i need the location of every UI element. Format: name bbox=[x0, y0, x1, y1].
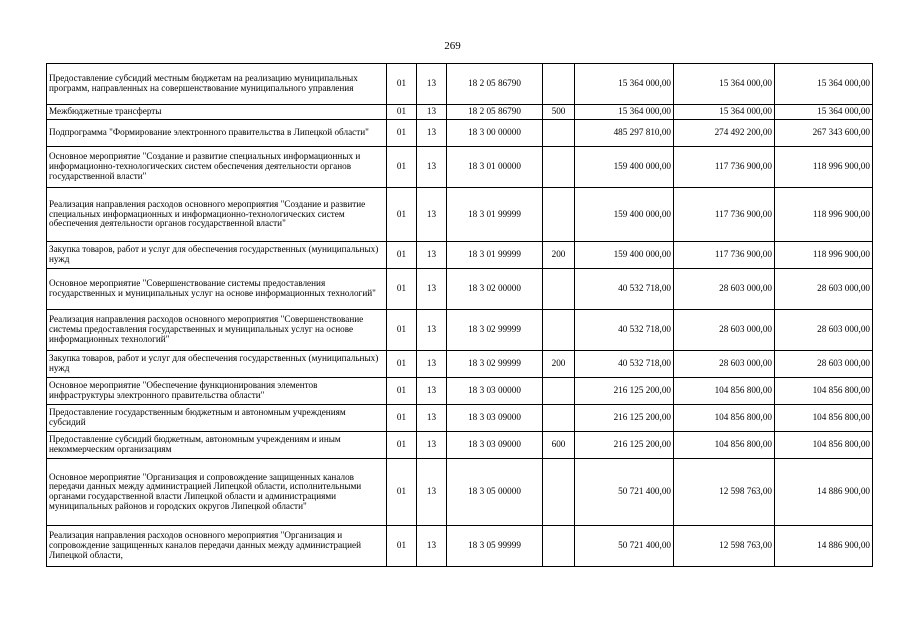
row-sum-1: 216 125 200,00 bbox=[575, 432, 674, 459]
row-name: Закупка товаров, работ и услуг для обеспечения государственных (муниципальных) нужд bbox=[47, 351, 387, 378]
row-sum-2: 117 736 900,00 bbox=[674, 147, 775, 188]
row-sum-3: 104 856 800,00 bbox=[775, 405, 873, 432]
budget-table bbox=[46, 63, 873, 567]
row-sum-3: 118 996 900,00 bbox=[775, 188, 873, 242]
row-vr: 500 bbox=[543, 105, 575, 120]
table-row bbox=[47, 459, 873, 526]
table-row bbox=[47, 378, 873, 405]
row-name: Основное мероприятие "Совершенствование системы предоставления государственных и муниципальных услуг на основе информационных технологий" bbox=[47, 269, 387, 310]
row-sum-2: 104 856 800,00 bbox=[674, 432, 775, 459]
row-sum-1: 50 721 400,00 bbox=[575, 526, 674, 567]
row-pr: 13 bbox=[417, 526, 447, 567]
row-gr: 01 bbox=[387, 188, 417, 242]
row-sum-2: 104 856 800,00 bbox=[674, 405, 775, 432]
row-cs: 18 3 01 99999 bbox=[447, 242, 543, 269]
row-sum-1: 40 532 718,00 bbox=[575, 351, 674, 378]
row-vr bbox=[543, 378, 575, 405]
row-pr: 13 bbox=[417, 432, 447, 459]
table-row bbox=[47, 242, 873, 269]
row-gr: 01 bbox=[387, 459, 417, 526]
row-vr bbox=[543, 459, 575, 526]
row-sum-2: 28 603 000,00 bbox=[674, 351, 775, 378]
row-name: Межбюджетные трансферты bbox=[47, 105, 387, 120]
row-pr: 13 bbox=[417, 378, 447, 405]
table-row bbox=[47, 351, 873, 378]
row-gr: 01 bbox=[387, 269, 417, 310]
row-gr: 01 bbox=[387, 405, 417, 432]
table-row bbox=[47, 120, 873, 147]
row-sum-1: 40 532 718,00 bbox=[575, 269, 674, 310]
row-name: Предоставление субсидий местным бюджетам на реализацию муниципальных программ, направленных на совершенствование муниципального управления bbox=[47, 64, 387, 105]
row-vr bbox=[543, 147, 575, 188]
row-sum-2: 28 603 000,00 bbox=[674, 310, 775, 351]
row-sum-3: 28 603 000,00 bbox=[775, 351, 873, 378]
row-sum-1: 159 400 000,00 bbox=[575, 188, 674, 242]
row-gr: 01 bbox=[387, 105, 417, 120]
table-row bbox=[47, 405, 873, 432]
row-cs: 18 3 03 09000 bbox=[447, 432, 543, 459]
row-sum-3: 104 856 800,00 bbox=[775, 432, 873, 459]
row-vr: 600 bbox=[543, 432, 575, 459]
row-gr: 01 bbox=[387, 378, 417, 405]
row-vr bbox=[543, 120, 575, 147]
row-sum-1: 15 364 000,00 bbox=[575, 64, 674, 105]
table-row bbox=[47, 64, 873, 105]
row-sum-2: 15 364 000,00 bbox=[674, 64, 775, 105]
row-sum-3: 28 603 000,00 bbox=[775, 310, 873, 351]
row-name: Основное мероприятие "Создание и развитие специальных информационных и информационно-технологических систем обеспечения деятельности органов государственной власти" bbox=[47, 147, 387, 188]
row-sum-3: 14 886 900,00 bbox=[775, 526, 873, 567]
row-sum-2: 117 736 900,00 bbox=[674, 188, 775, 242]
row-vr bbox=[543, 405, 575, 432]
row-sum-1: 159 400 000,00 bbox=[575, 242, 674, 269]
row-pr: 13 bbox=[417, 105, 447, 120]
row-sum-2: 117 736 900,00 bbox=[674, 242, 775, 269]
row-pr: 13 bbox=[417, 405, 447, 432]
row-gr: 01 bbox=[387, 64, 417, 105]
row-pr: 13 bbox=[417, 310, 447, 351]
row-gr: 01 bbox=[387, 120, 417, 147]
row-vr: 200 bbox=[543, 351, 575, 378]
row-pr: 13 bbox=[417, 459, 447, 526]
row-gr: 01 bbox=[387, 242, 417, 269]
row-sum-2: 274 492 200,00 bbox=[674, 120, 775, 147]
row-sum-1: 40 532 718,00 bbox=[575, 310, 674, 351]
row-sum-2: 104 856 800,00 bbox=[674, 378, 775, 405]
row-sum-3: 15 364 000,00 bbox=[775, 64, 873, 105]
row-cs: 18 3 05 00000 bbox=[447, 459, 543, 526]
row-name: Предоставление субсидий бюджетным, автономным учреждениям и иным некоммерческим организациям bbox=[47, 432, 387, 459]
row-sum-1: 50 721 400,00 bbox=[575, 459, 674, 526]
row-name: Подпрограмма "Формирование электронного правительства в Липецкой области" bbox=[47, 120, 387, 147]
row-gr: 01 bbox=[387, 351, 417, 378]
row-cs: 18 3 00 00000 bbox=[447, 120, 543, 147]
row-cs: 18 2 05 86790 bbox=[447, 105, 543, 120]
table-row bbox=[47, 105, 873, 120]
row-cs: 18 3 03 09000 bbox=[447, 405, 543, 432]
row-vr bbox=[543, 269, 575, 310]
row-sum-2: 15 364 000,00 bbox=[674, 105, 775, 120]
row-vr bbox=[543, 64, 575, 105]
row-sum-3: 14 886 900,00 bbox=[775, 459, 873, 526]
row-vr bbox=[543, 188, 575, 242]
row-sum-1: 216 125 200,00 bbox=[575, 405, 674, 432]
row-pr: 13 bbox=[417, 351, 447, 378]
row-sum-3: 104 856 800,00 bbox=[775, 378, 873, 405]
row-sum-3: 267 343 600,00 bbox=[775, 120, 873, 147]
row-name: Предоставление государственным бюджетным и автономным учреждениям субсидий bbox=[47, 405, 387, 432]
row-vr: 200 bbox=[543, 242, 575, 269]
row-sum-3: 28 603 000,00 bbox=[775, 269, 873, 310]
row-name: Основное мероприятие "Обеспечение функционирования элементов инфраструктуры электронного правительства области" bbox=[47, 378, 387, 405]
row-name: Закупка товаров, работ и услуг для обеспечения государственных (муниципальных) нужд bbox=[47, 242, 387, 269]
row-sum-2: 28 603 000,00 bbox=[674, 269, 775, 310]
row-name: Реализация направления расходов основного мероприятия "Совершенствование системы предоставления государственных и муниципальных услуг на основе информационных технологий" bbox=[47, 310, 387, 351]
row-sum-2: 12 598 763,00 bbox=[674, 526, 775, 567]
row-sum-3: 118 996 900,00 bbox=[775, 147, 873, 188]
row-pr: 13 bbox=[417, 269, 447, 310]
row-gr: 01 bbox=[387, 526, 417, 567]
row-cs: 18 3 02 00000 bbox=[447, 269, 543, 310]
row-cs: 18 3 02 99999 bbox=[447, 310, 543, 351]
row-sum-1: 216 125 200,00 bbox=[575, 378, 674, 405]
row-cs: 18 2 05 86790 bbox=[447, 64, 543, 105]
row-sum-3: 15 364 000,00 bbox=[775, 105, 873, 120]
row-pr: 13 bbox=[417, 242, 447, 269]
page-number: 269 bbox=[444, 40, 461, 52]
row-name: Реализация направления расходов основного мероприятия "Организация и сопровождение защищенных каналов передачи данных между администрацией Липецкой области, bbox=[47, 526, 387, 567]
row-cs: 18 3 01 00000 bbox=[447, 147, 543, 188]
row-sum-1: 159 400 000,00 bbox=[575, 147, 674, 188]
row-cs: 18 3 02 99999 bbox=[447, 351, 543, 378]
table-row bbox=[47, 432, 873, 459]
row-vr bbox=[543, 310, 575, 351]
row-cs: 18 3 05 99999 bbox=[447, 526, 543, 567]
row-pr: 13 bbox=[417, 120, 447, 147]
row-gr: 01 bbox=[387, 310, 417, 351]
row-cs: 18 3 03 00000 bbox=[447, 378, 543, 405]
table-row bbox=[47, 269, 873, 310]
table-row bbox=[47, 147, 873, 188]
row-name: Основное мероприятие "Организация и сопровождение защищенных каналов передачи данных между администрацией Липецкой области, исполнительными органами государственной власти Липецкой области и администрациями муниципальных районов и городских округов Липецкой области" bbox=[47, 459, 387, 526]
row-name: Реализация направления расходов основного мероприятия "Создание и развитие специальных информационных и информационно-технологических систем обеспечения деятельности органов государственной власти" bbox=[47, 188, 387, 242]
row-gr: 01 bbox=[387, 147, 417, 188]
row-gr: 01 bbox=[387, 432, 417, 459]
row-cs: 18 3 01 99999 bbox=[447, 188, 543, 242]
row-sum-1: 485 297 810,00 bbox=[575, 120, 674, 147]
table-row bbox=[47, 526, 873, 567]
row-sum-1: 15 364 000,00 bbox=[575, 105, 674, 120]
row-sum-3: 118 996 900,00 bbox=[775, 242, 873, 269]
row-pr: 13 bbox=[417, 147, 447, 188]
row-vr bbox=[543, 526, 575, 567]
row-pr: 13 bbox=[417, 188, 447, 242]
table-row bbox=[47, 188, 873, 242]
row-pr: 13 bbox=[417, 64, 447, 105]
row-sum-2: 12 598 763,00 bbox=[674, 459, 775, 526]
table-row bbox=[47, 310, 873, 351]
